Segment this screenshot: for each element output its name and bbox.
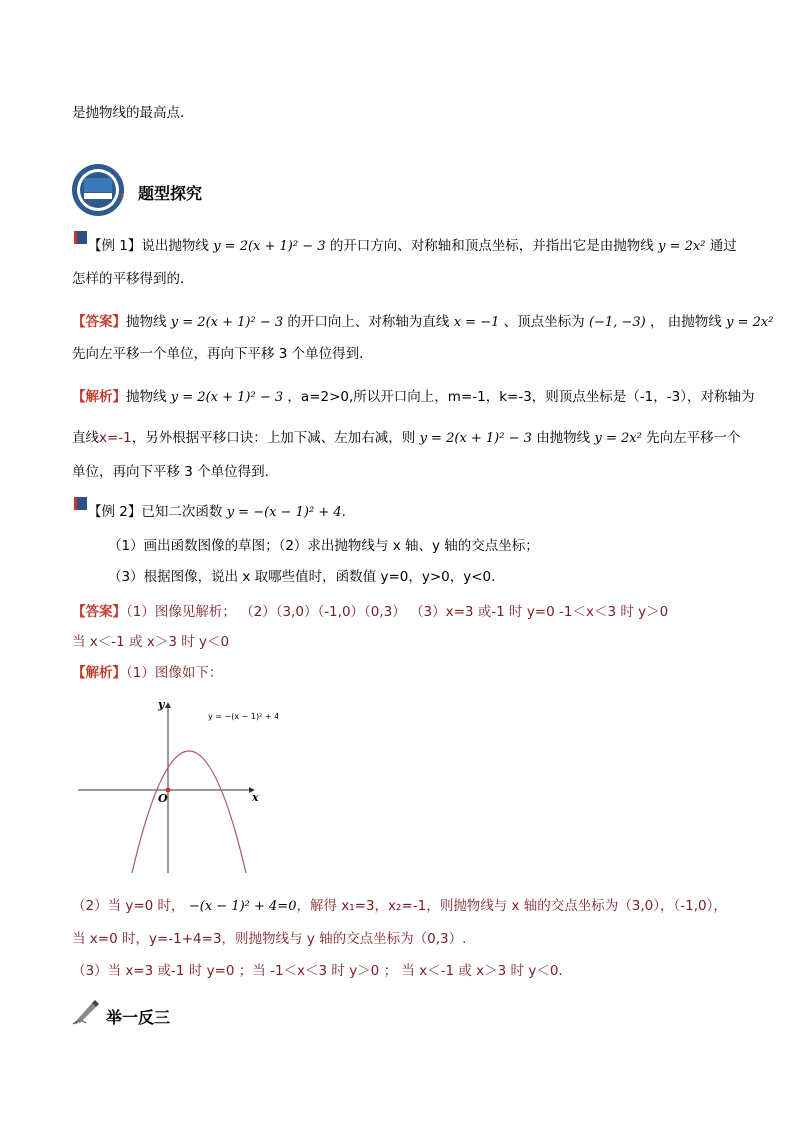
pen-icon <box>72 997 100 1025</box>
example-2-explanation <box>72 664 222 682</box>
answer-tag: 【答案】 <box>72 314 126 330</box>
text: x=-1 <box>99 430 132 446</box>
explanation-tag: 【解析】 <box>72 665 126 681</box>
origin-label: O <box>158 792 168 805</box>
example-2-explanation-part2-line2: 当 x=0 时，y=-1+4=3，则抛物线与 y 轴的交点坐标为（0,3）. <box>72 931 467 947</box>
parabola-curve <box>132 751 246 873</box>
example-1-label: 【例 1】 <box>88 238 142 254</box>
example-2-question-line2: （1）画出函数图像的草图；（2）求出抛物线与 x 轴、y 轴的交点坐标； <box>108 538 539 554</box>
example-1-explanation-line3: 单位，再向下平移 3 个单位得到． <box>72 464 279 480</box>
text: . <box>341 504 346 520</box>
top-line: 是抛物线的最高点． <box>72 105 194 121</box>
y-axis-label: y <box>158 698 165 711</box>
formula: (−1, −3) <box>588 315 646 330</box>
text: 直线 <box>72 430 99 446</box>
book-icon <box>74 231 87 244</box>
example-1-answer-line2: 先向左平移一个单位，再向下平移 3 个单位得到． <box>72 346 373 362</box>
formula: y = 2(x + 1)² − 3 <box>170 315 284 330</box>
book-icon <box>74 497 87 510</box>
section-title: 题型探究 <box>138 184 203 203</box>
parabola-graph <box>78 695 278 875</box>
text: （1）图像如下： <box>126 665 223 681</box>
text: 已知二次函数 <box>141 504 223 520</box>
example-2-explanation-part3: （3）当 x=3 或-1 时 y=0 ；当 -1＜x＜3 时 y＞0 ； 当 x＜-1 或 x＞3 时 y＜0. <box>72 963 563 979</box>
example-2-answer <box>72 603 668 621</box>
formula: y = 2(x + 1)² − 3 <box>213 239 326 254</box>
formula: y = 2x² <box>726 315 774 330</box>
text: 先向左平移一个 <box>646 430 741 446</box>
section-badge-icon <box>70 162 126 218</box>
text: ， 由抛物线 <box>650 314 722 330</box>
formula: y = 2x² <box>594 431 642 446</box>
text: 通过 <box>709 238 737 254</box>
example-2-explanation-part2 <box>72 897 727 916</box>
example-2-answer-line2: 当 x＜-1 或 x＞3 时 y＜0 <box>72 634 230 650</box>
example-1-question <box>88 237 737 256</box>
example-1-explanation-line2 <box>72 429 741 448</box>
text: 、顶点坐标为 <box>503 314 585 330</box>
example-1-explanation <box>72 388 754 407</box>
formula: y = −(x − 1)² + 4 <box>226 505 342 520</box>
x-axis-label: x <box>252 791 259 804</box>
text: 说出抛物线 <box>141 238 209 254</box>
text: 的开口方向、对称轴和顶点坐标，并指出它是由抛物线 <box>329 238 654 254</box>
text: （2）当 y=0 时， <box>72 898 185 914</box>
answer-tag: 【答案】 <box>72 604 126 620</box>
explanation-tag: 【解析】 <box>72 389 126 405</box>
text: ，解得 x₁=3，x₂=-1，则抛物线与 x 轴的交点坐标为（3,0），（-1,0）， <box>296 898 727 914</box>
example-1-answer <box>72 313 773 332</box>
formula: y = 2(x + 1)² − 3 <box>170 390 284 405</box>
example-2-question-line3: （3）根据图像，说出 x 取哪些值时，函数值 y=0，y>0，y<0. <box>108 569 496 585</box>
example-2-label: 【例 2】 <box>88 504 142 520</box>
formula: x = −1 <box>453 315 500 330</box>
formula: y = 2x² <box>658 239 706 254</box>
example-2-question <box>88 503 346 522</box>
text: （1）图像见解析； （2）（3,0）（-1,0）（0,3） （3）x=3 或-1 时 y=0 -1＜x＜3 时 y＞0 <box>126 604 669 620</box>
text: 抛物线 <box>126 389 167 405</box>
text: 由抛物线 <box>536 430 591 446</box>
text: ，另外根据平移口诀：上加下减、左加右减，则 <box>131 430 416 446</box>
text: 抛物线 <box>126 314 167 330</box>
formula: y = 2(x + 1)² − 3 <box>419 431 532 446</box>
example-1-question-line2: 怎样的平移得到的． <box>72 271 194 287</box>
formula: −(x − 1)² + 4=0 <box>188 899 297 914</box>
text: 的开口向上、对称轴为直线 <box>287 314 450 330</box>
section-title: 举一反三 <box>106 1008 171 1027</box>
curve-label: y = −(x − 1)² + 4 <box>208 712 278 721</box>
text: ，a=2>0,所以开口向上，m=-1，k=-3，则顶点坐标是（-1，-3），对称轴为 <box>287 389 755 405</box>
